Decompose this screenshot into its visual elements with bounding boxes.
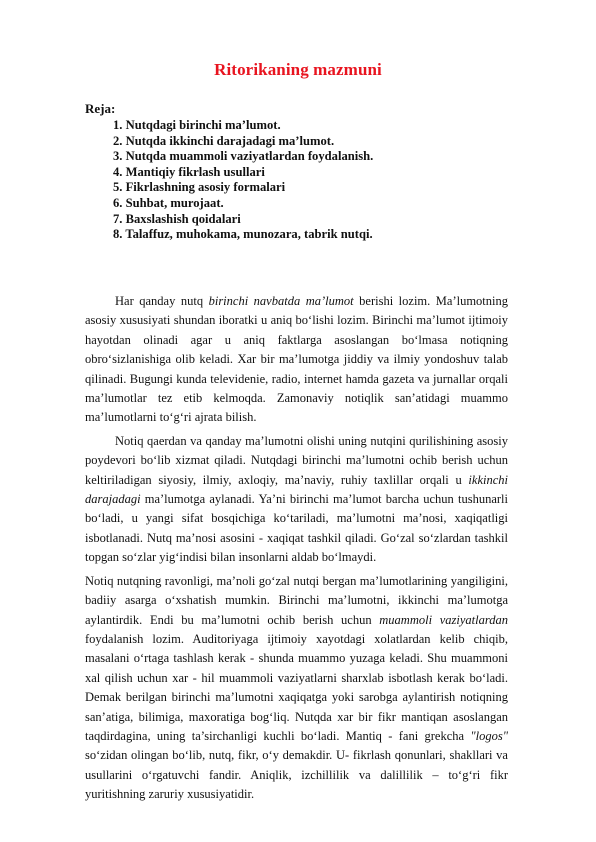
plan-item: 5. Fikrlashning asosiy formalari [113, 180, 286, 195]
p2-text-a: Notiq qaerdan va qanday ma’lumotni olishi uning nutqini qurilishining asosiy poydevori bo‘lib xizmat qiladi. Nutqdagi birinchi ma’lumotni ochib berish uchun keltiriladigan siyosiy, ilmiy, axloqiy, ma’naviy, ruhiy taxlillar orqali u [85, 433, 508, 487]
plan-label: Reja: [85, 101, 116, 116]
paragraph-2 [85, 432, 508, 568]
p3-text-e: so‘zidan olingan bo‘lib, nutq, fikr, o‘y demakdir. U- fikrlash qonunlari, shakllari va usullarini o‘rgatuvchi fandir. Aniqlik, izchillilik va dalillilik – to‘g‘ri fikr yuritishning zaruriy xususiyatidir. [85, 748, 508, 802]
plan-item: 7. Baxslashish qoidalari [113, 211, 241, 226]
plan-list [113, 118, 373, 243]
p2-text-c: ma’lumotga aylanadi. Ya’ni birinchi ma’lumot barcha uchun tushunarli bo‘ladi, u yangi sifat bosqichiga ko‘tariladi, ma’lumotni ma’nosi, xaqiqatligi isbotlanadi. Nutq ma’nosi asosini - xaqiqat tashkil qiladi. Go‘zal so‘zlardan tashkil topgan so‘zlar yig‘indisi bilan insonlarni aldab bo‘lmaydi. [85, 492, 508, 565]
p1-text-a: Har qanday nutq [115, 294, 209, 308]
p3-text-a: Notiq nutqning ravonligi, ma’noli go‘zal nutqi bergan ma’lumotlarining yangiligini, badiiy asarga o‘xshatish mumkin. Birinchi ma’lumotni, ikkinchi ma’lumotga aylantirdik. Endi bu ma’lumotni ochib berish uchun [85, 573, 508, 627]
p2-emphasis: ikkinchi darajadagi [85, 472, 508, 507]
plan-item: 2. Nutqda ikkinchi darajadagi ma’lumot. [113, 133, 335, 148]
p3-text-c: foydalanish lozim. Auditoriyaga ijtimoiy xayotdagi xolatlardan kelib chiqib, masalani o‘rtaga tashlash kerak - shunda muammo yuzaga keladi. Shu muammoni xal qilish uchun xar - hil muammoli vaziyatlarni sharxlab isbotlash kerak bo‘ladi. Demak berilgan birinchi ma’lumotni xaqiqatga yoki sarobga aylantirish notiqning san’atiga, bilimiga, maxoratiga bog‘liq. Nutqda xar bir fikr mantiqan asoslangan taqdirdagina, uning ta’sirchanligi kuchli bo‘ladi. Mantiq - fani grekcha [85, 631, 508, 743]
body-text [85, 292, 508, 809]
page-title: Ritorikaning mazmuni [214, 60, 382, 79]
plan-item: 1. Nutqdagi birinchi ma’lumot. [113, 118, 281, 132]
p3-logos: "logos" [470, 728, 508, 743]
paragraph-3 [85, 572, 508, 805]
plan-item: 4. Mantiqiy fikrlash usullari [113, 164, 265, 179]
plan-item: 8. Talaffuz, muhokama, munozara, tabrik nutqi. [113, 227, 373, 242]
p1-emphasis: birinchi navbatda ma’lumot [208, 294, 354, 308]
plan-item: 3. Nutqda muammoli vaziyatlardan foydalanish. [113, 149, 374, 164]
p3-emphasis: muammoli vaziyatlardan [379, 612, 508, 627]
plan-item: 6. Suhbat, murojaat. [113, 195, 224, 210]
paragraph-1 [85, 292, 508, 428]
p1-text-c: berishi lozim. Ma’lumotning asosiy xususiyati shundan iboratki u aniq bo‘lishi lozim. Birinchi ma’lumot ijtimoiy hayotdan olinadi agar u aniq faktlarga asoslangan bo‘lmasa notiqning obro‘sizlanishiga olib keladi. Xar bir ma’lumotga jiddiy va ilmiy yondoshuv talab qilinadi. Bugungi kunda televidenie, radio, internet hamda gazeta va jurnallar orqali ma’lumotlar tez etib kelmoqda. Zamonaviy notiqlik san’atidagi muammo ma’lumotlarni to‘g‘ri ajrata bilish. [85, 294, 508, 425]
